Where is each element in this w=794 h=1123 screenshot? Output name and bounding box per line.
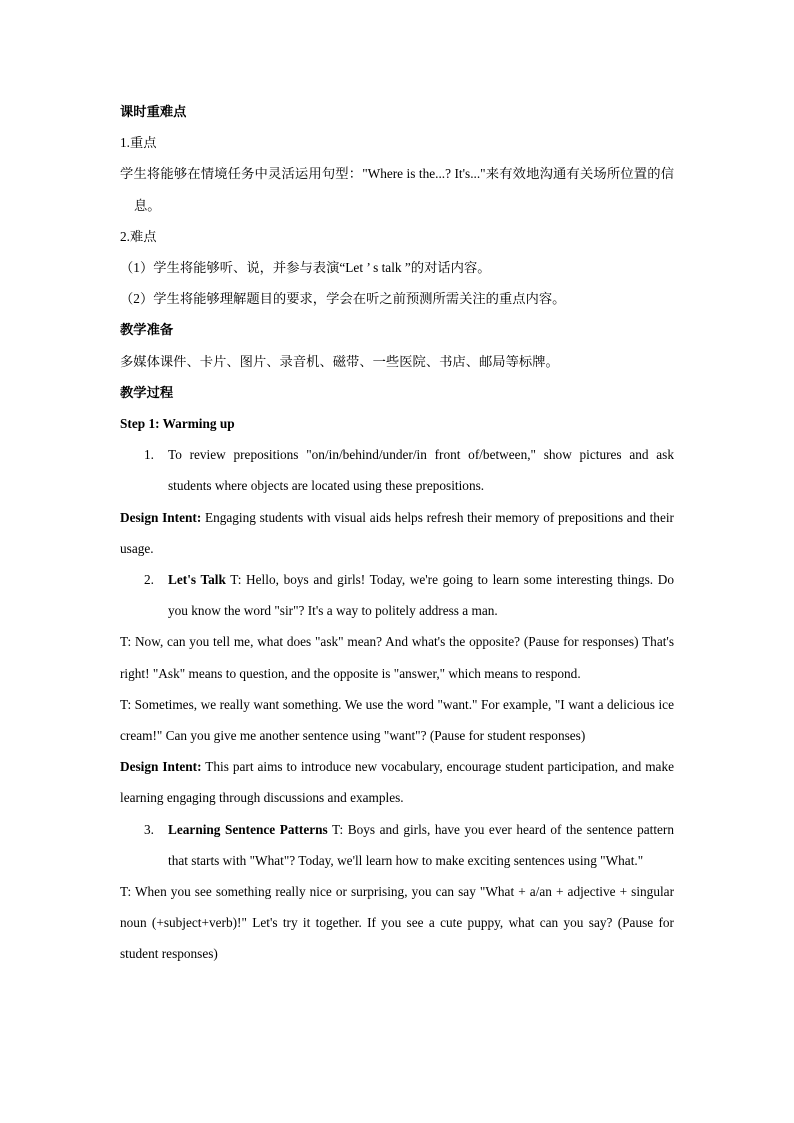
list-number: 1. <box>144 447 154 463</box>
list-item-label: Learning Sentence Patterns <box>168 821 328 837</box>
focus-label: 1.重点 <box>120 135 157 151</box>
list-item-text: T: Hello, boys and girls! Today, we're going to learn some interesting things. Do you know the word "sir"? It's a way to politely address a man. <box>168 572 674 619</box>
process-title: 教学过程 <box>120 384 174 400</box>
list-number: 3. <box>144 821 154 837</box>
difficulty-item-1: （1）学生将能够听、说，并参与表演“Let ’ s talk ”的对话内容。 <box>120 260 491 276</box>
design-intent-label: Design Intent: <box>120 509 202 525</box>
lesson-plan-page <box>120 96 674 970</box>
what-paragraph: T: When you see something really nice or surprising, you can say "What + a/an + adjective + singular noun (+subject+verb)!" Let's try it together. If you see a cute puppy, what can you say? (Pause for student responses) <box>120 884 674 962</box>
want-paragraph: T: Sometimes, we really want something. We use the word "want." For example, "I want a delicious ice cream!" Can you give me another sentence using "want"? (Pause for student responses) <box>120 696 674 744</box>
list-item-sentence-patterns <box>120 814 674 876</box>
design-intent-label: Design Intent: <box>120 759 202 775</box>
list-item-label: Let's Talk <box>168 572 226 588</box>
difficulty-item-2: （2）学生将能够理解题目的要求，学会在听之前预测所需关注的重点内容。 <box>120 291 566 307</box>
focus-text: 学生将能够在情境任务中灵活运用句型："Where is the...? It's..."来有效地沟通有关场所位置的信息。 <box>120 166 674 213</box>
design-intent-2 <box>120 751 674 813</box>
list-item-review <box>120 439 674 501</box>
list-item-lets-talk <box>120 564 674 626</box>
list-item-text: T: Boys and girls, have you ever heard of the sentence pattern that starts with "What"? Today, we'll learn how to make exciting sentences using "What." <box>168 821 675 868</box>
design-intent-text: This part aims to introduce new vocabulary, encourage student participation, and make learning engaging through discussions and examples. <box>120 759 674 806</box>
prep-text: 多媒体课件、卡片、图片、录音机、磁带、一些医院、书店、邮局等标牌。 <box>120 353 559 369</box>
ask-paragraph: T: Now, can you tell me, what does "ask" mean? And what's the opposite? (Pause for responses) That's right! "Ask" means to question, and the opposite is "answer," which means to respond. <box>120 634 674 681</box>
prep-title: 教学准备 <box>120 322 174 338</box>
step1-title: Step 1: Warming up <box>120 416 235 432</box>
design-intent-text: Engaging students with visual aids helps refresh their memory of prepositions and their usage. <box>120 509 674 556</box>
difficulty-label: 2.难点 <box>120 228 157 244</box>
list-number: 2. <box>144 572 154 588</box>
design-intent-1 <box>120 502 674 564</box>
key-points-title: 课时重难点 <box>120 104 187 119</box>
list-item-text: To review prepositions "on/in/behind/under/in front of/between," show pictures and ask students where objects are located using these prepositions. <box>168 447 674 494</box>
